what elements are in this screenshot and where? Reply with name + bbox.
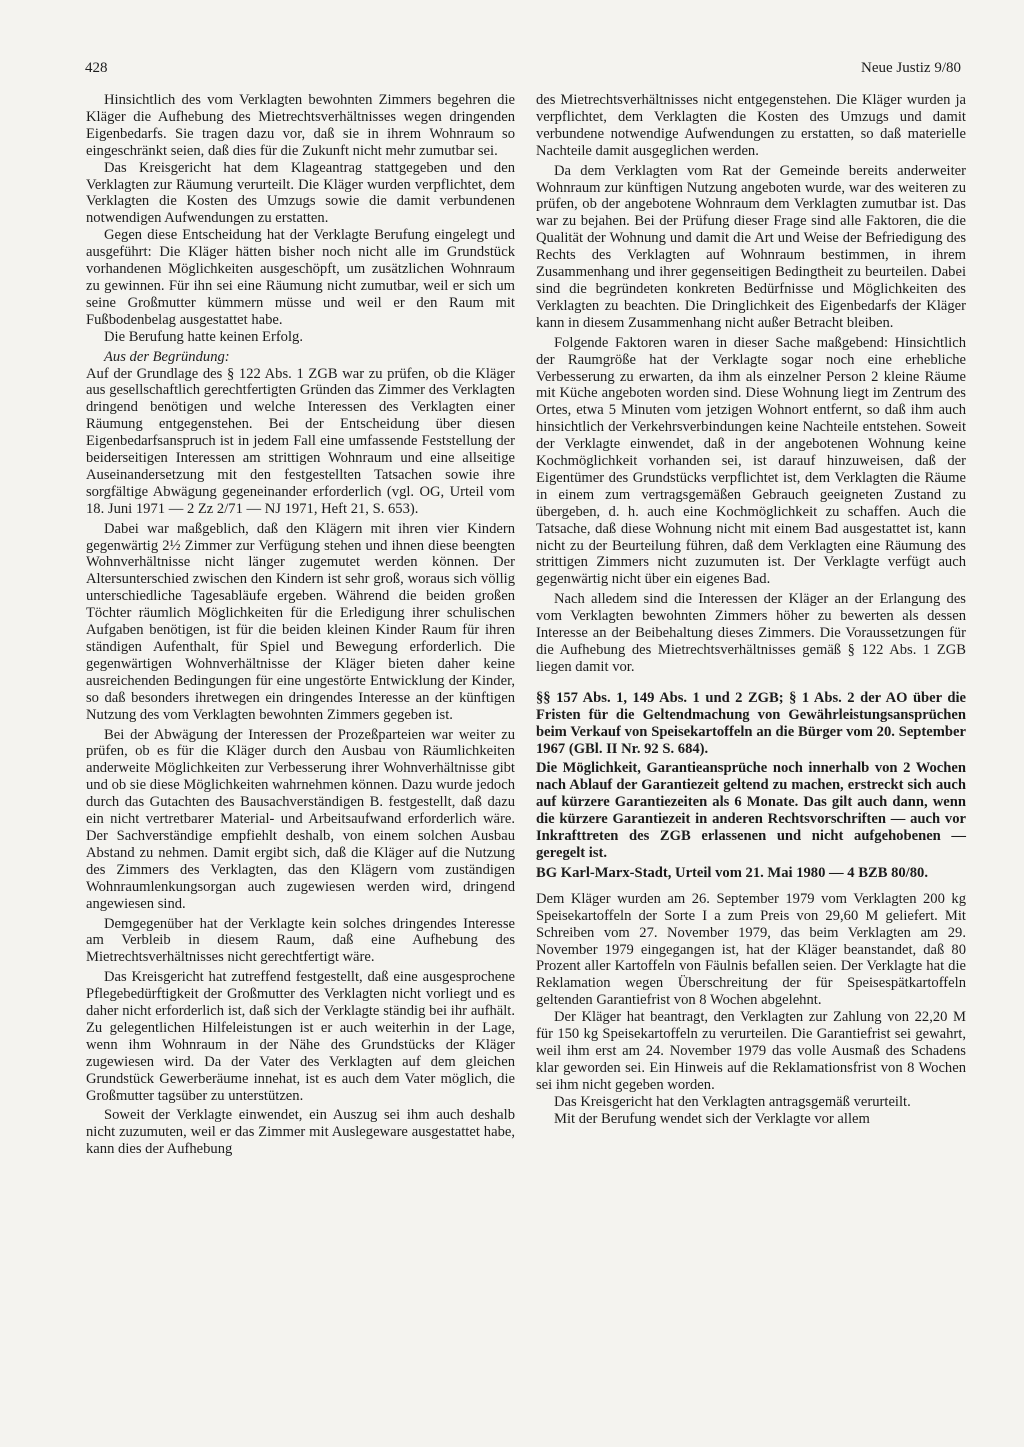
right-column <box>536 92 966 1127</box>
paragraph: Bei der Abwägung der Interessen der Prozeßparteien war weiter zu prüfen, ob es für die Kläger durch den Ausbau von Räumlichkeiten anderweite Möglichkeiten zur Verbesserung ihrer Wohnverhältnisse gibt und ob sie diese Möglichkeiten wahrnehmen können. Dazu wurde jedoch durch das Gutachten des Bausachverständigen B. festgestellt, daß dazu ein nicht vertretbarer Material- und Arbeitsaufwand erforderlich wäre. Der Sachverständige empfiehlt deshalb, von einem solchen Ausbau Abstand zu nehmen. Damit ergibt sich, daß die Kläger auf die Nutzung des Zimmers des Verklagten, das den Klägern vom zuständigen Wohnraumlenkungsorgan auch zugewiesen werden wird, dringend angewiesen sind. <box>86 726 515 912</box>
paragraph: Folgende Faktoren waren in dieser Sache maßgebend: Hinsichtlich der Raumgröße hat der Verklagte sogar noch eine erhebliche Verbesserung zu erwarten, da ihm als einzelner Person 2 kleine Räume mit Küche angeboten worden sind. Diese Wohnung liegt im Zentrum des Ortes, etwa 5 Minuten vom jetzigen Wohnort entfernt, so daß ihm auch hinsichtlich der Verkehrsverbindungen keine Nachteile entstehen. Soweit der Verklagte einwendet, daß in der angebotenen Wohnung keine Kochmöglichkeit vorhanden sei, ist darauf hinzuweisen, daß der Eigentümer des Grundstücks verpflichtet ist, dem Verklagten die Räume in einem zum vertragsgemäßen Gebrauch geeigneten Zustand zu übergeben, d. h. auch eine Kochmöglichkeit zu schaffen. Auch die Tatsache, daß diese Wohnung nicht mit einem Bad ausgestattet ist, kann nicht zu der Beurteilung führen, daß dem Verklagten eine Räumung des strittigen Zimmers nicht zuzumuten ist. Der Verklagte verfügt auch gegenwärtig nicht über ein eigenes Bad. <box>536 334 966 588</box>
left-column <box>86 92 515 1158</box>
paragraph: Gegen diese Entscheidung hat der Verklagte Berufung eingelegt und ausgeführt: Die Kläger hätten bisher noch nicht alle im Grundstück vorhandenen Möglichkeiten ausgeschöpft, um zusätzlichen Wohnraum zu gewinnen. Für ihn sei eine Räumung nicht zumutbar, weil er sich um seine Großmutter kümmern müsse und weil er den Raum mit Fußbodenbelag ausgestattet habe. <box>86 227 515 328</box>
paragraph: Der Kläger hat beantragt, den Verklagten zur Zahlung von 22,20 M für 150 kg Speisekartoffeln zu verurteilen. Die Garantiefrist sei gewahrt, weil ihm erst am 24. November 1979 das volle Ausmaß des Schadens klar geworden sei. Ein Hinweis auf die Reklamationsfrist von 8 Wochen sei ihm nicht gegeben worden. <box>536 1009 966 1093</box>
paragraph: Das Kreisgericht hat dem Klageantrag stattgegeben und den Verklagten zur Räumung verurteilt. Die Kläger wurden verpflichtet, dem Verklagten die Kosten des Umzugs sowie die damit verbundenen notwendigen Aufwendungen zu erstatten. <box>86 159 515 227</box>
case-citation: BG Karl-Marx-Stadt, Urteil vom 21. Mai 1980 — 4 BZB 80/80. <box>536 864 928 881</box>
paragraph: Das Kreisgericht hat zutreffend festgestellt, daß eine ausgesprochene Pflegebedürftigkeit der Großmutter des Verklagten nicht vorliegt und es daher nicht erforderlich ist, daß sich der Verklagte ständig bei ihr aufhält. Zu gelegentlichen Hilfeleistungen ist er auch weiterhin in der Lage, wenn ihm Wohnraum in der Nähe des Grundstücks der Kläger zugewiesen wird. Da der Vater des Verklagten auf dem gleichen Grundstück Gewerberäume innehat, ist es auch dem Vater möglich, die Großmutter tagsüber zu unterstützen. <box>86 969 515 1104</box>
journal-title: Neue Justiz 9/80 <box>861 60 961 76</box>
paragraph: Demgegenüber hat der Verklagte kein solches dringendes Interesse am Verbleib in diesem Raum, daß eine Aufhebung des Mietrechtsverhältnisses nicht gerechtfertigt wäre. <box>86 915 515 966</box>
case-lead: Die Möglichkeit, Garantieansprüche noch innerhalb von 2 Wochen nach Ablauf der Garantiezeit geltend zu machen, erstreckt sich auch auf kürzere Garantiezeiten als 6 Monate. Das gilt auch dann, wenn die kürzere Garantiezeit in anderen Rechtsvorschriften — auch vor Inkrafttreten des ZGB erlassenen und nicht aufgehobenen — geregelt ist. <box>536 760 966 861</box>
paragraph: Da dem Verklagten vom Rat der Gemeinde bereits anderweiter Wohnraum zur künftigen Nutzung angeboten wurde, war des weiteren zu prüfen, ob der angebotene Wohnraum dem Verklagten zumutbar ist. Das war zu bejahen. Bei der Prüfung dieser Frage sind alle Faktoren, die die Qualität der Wohnung und damit die Art und Weise der Befriedigung des Rechts des Verklagten auf Wohnraum bestimmen, in ihrem Zusammenhang und ihrer gegenseitigen Bedingtheit zu beurteilen. Dabei sind die begründeten konkreten Bedürfnisse und Möglichkeiten des Verklagten zu beachten. Die Dringlichkeit des Eigenbedarfs der Kläger kann in diesem Zusammenhang nicht außer Betracht bleiben. <box>536 162 966 331</box>
paragraph: Nach alledem sind die Interessen der Kläger an der Erlangung des vom Verklagten bewohnten Zimmers höher zu bewerten als dessen Interesse an der Beibehaltung dieses Zimmers. Die Voraussetzungen für die Aufhebung des Mietrechtsverhältnisses gemäß § 122 Abs. 1 ZGB liegen damit vor. <box>536 591 966 675</box>
paragraph: Dem Kläger wurden am 26. September 1979 vom Verklagten 200 kg Speisekartoffeln der Sorte I a zum Preis von 29,60 M geliefert. Mit Schreiben vom 27. November 1979, das beim Verklagten am 29. November 1979 eingegangen ist, hat der Kläger beanstandet, daß 80 Prozent aller Kartoffeln von Fäulnis befallen seien. Der Verklagte hat die Reklamation wegen Überschreitung der für Speisespätkartoffeln geltenden Garantiefrist von 8 Wochen abgelehnt. <box>536 890 966 1009</box>
paragraph: Auf der Grundlage des § 122 Abs. 1 ZGB war zu prüfen, ob die Kläger aus gesellschaftlich gerechtfertigten Gründen das Zimmer des Verklagten dringend benötigen und welche Interessen des Verklagten einer Räumung entgegenstehen. Bei der Entscheidung über diesen Eigenbedarfsanspruch ist in jedem Fall eine umfassende Feststellung der beiderseitigen Interessen am strittigen Wohnraum und eine allseitige Auseinandersetzung mit den festgestellten Tatsachen sowie ihre sorgfältige Abwägung gegeneinander erforderlich (vgl. OG, Urteil vom 18. Juni 1971 — 2 Zz 2/71 — NJ 1971, Heft 21, S. 653). <box>86 365 515 517</box>
paragraph: Dabei war maßgeblich, daß den Klägern mit ihren vier Kindern gegenwärtig 2½ Zimmer zur Verfügung stehen und ihnen diese beengten Wohnverhältnisse nicht länger zugemutet werden können. Der Altersunterschied zwischen den Kindern ist sehr groß, woraus sich völlig unterschiedliche Tagesabläufe ergeben. Während die beiden großen Töchter räumlich Möglichkeiten für die Erledigung ihrer schulischen Aufgaben benötigen, ist für die beiden kleinen Kinder Raum für ihren ständigen Aufenthalt, für Spiel und Bewegung erforderlich. Die gegenwärtigen Wohnverhältnisse der Kläger bieten daher keine ausreichenden Bedingungen für eine ungestörte Entwicklung der Kinder, so daß besonders ihretwegen ein dringendes Interesse an der künftigen Nutzung des vom Verklagten bewohnten Zimmers gegeben ist. <box>86 520 515 723</box>
paragraph: Mit der Berufung wendet sich der Verklagte vor allem <box>554 1110 870 1127</box>
case-heading: §§ 157 Abs. 1, 149 Abs. 1 und 2 ZGB; § 1 Abs. 2 der AO über die Fristen für die Geltendmachung von Gewährleistungsansprüchen beim Verkauf von Speisekartoffeln an die Bürger vom 20. September 1967 (GBl. II Nr. 92 S. 684). <box>536 689 966 757</box>
section-heading: Aus der Begründung: <box>104 348 230 365</box>
paragraph: Die Berufung hatte keinen Erfolg. <box>104 328 303 345</box>
page-header <box>85 60 961 84</box>
paragraph: des Mietrechtsverhältnisses nicht entgegenstehen. Die Kläger wurden ja verpflichtet, dem Verklagten die Kosten des Umzugs und damit verbundene notwendige Aufwendungen zu erstatten, so daß materielle Nachteile damit ausgeglichen werden. <box>536 92 966 159</box>
page-number: 428 <box>85 60 108 76</box>
paragraph: Hinsichtlich des vom Verklagten bewohnten Zimmers begehren die Kläger die Aufhebung des Mietrechtsverhältnisses wegen dringenden Eigenbedarfs. Sie tragen dazu vor, daß sie in ihrem Wohnraum so eingeschränkt seien, daß dies für die Zukunft nicht mehr zumutbar sei. <box>86 92 515 159</box>
paragraph: Das Kreisgericht hat den Verklagten antragsgemäß verurteilt. <box>554 1093 911 1110</box>
paragraph: Soweit der Verklagte einwendet, ein Auszug sei ihm auch deshalb nicht zuzumuten, weil er das Zimmer mit Auslegeware ausgestattet habe, kann dies der Aufhebung <box>86 1107 515 1158</box>
